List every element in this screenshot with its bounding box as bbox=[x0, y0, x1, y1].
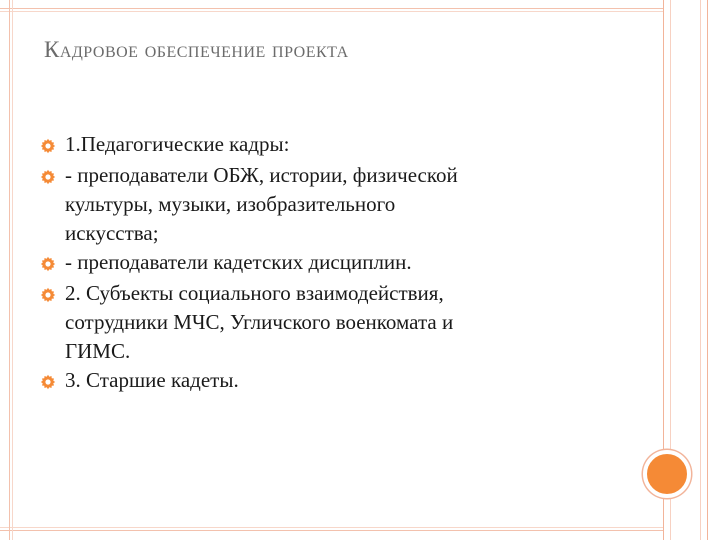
frame-top-line-inner bbox=[0, 11, 663, 12]
frame-bottom-line-inner bbox=[0, 527, 663, 528]
list-item-line: 1.Педагогические кадры: bbox=[65, 132, 290, 156]
list-item-line: сотрудники МЧС, Угличского военкомата и bbox=[65, 310, 454, 334]
list-item-line: культуры, музыки, изобразительного bbox=[65, 192, 396, 216]
list-item bbox=[40, 279, 640, 366]
bullet-list bbox=[40, 130, 640, 397]
list-item bbox=[40, 161, 640, 248]
list-item bbox=[40, 248, 640, 279]
list-item-line: - преподаватели кадетских дисциплин. bbox=[65, 250, 412, 274]
slide-title: Кадровое обеспечение проекта bbox=[44, 37, 349, 62]
gear-icon bbox=[40, 138, 56, 154]
list-item bbox=[40, 130, 640, 161]
gear-icon bbox=[40, 374, 56, 390]
frame-left-line bbox=[9, 0, 10, 540]
list-item bbox=[40, 366, 640, 397]
list-item-line: искусства; bbox=[65, 221, 159, 245]
list-item-line: 3. Старшие кадеты. bbox=[65, 368, 239, 392]
frame-left-line-inner bbox=[12, 0, 13, 540]
frame-bottom-line bbox=[0, 530, 663, 531]
gear-icon bbox=[40, 256, 56, 272]
frame-top-line bbox=[0, 8, 663, 9]
list-item-line: - преподаватели ОБЖ, истории, физической bbox=[65, 163, 458, 187]
list-item-line: ГИМС. bbox=[65, 339, 131, 363]
gear-icon bbox=[40, 169, 56, 185]
decorative-circle bbox=[643, 450, 691, 498]
list-item-line: 2. Субъекты социального взаимодействия, bbox=[65, 281, 444, 305]
gear-icon bbox=[40, 287, 56, 303]
